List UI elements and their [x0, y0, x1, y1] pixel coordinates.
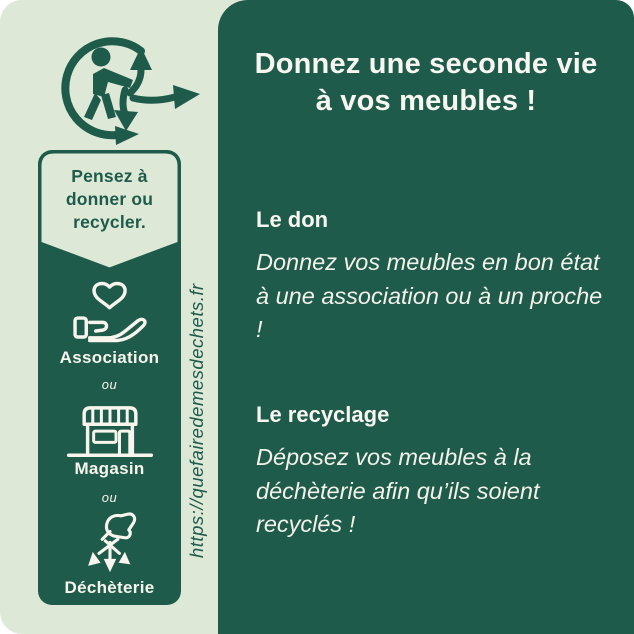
triman-recycling-logo: [55, 30, 215, 145]
banner-line: Pensez à: [71, 166, 148, 186]
banner-line: donner ou: [65, 189, 154, 209]
page-title: [218, 46, 634, 120]
sorting-hand-icon: [72, 508, 148, 580]
option-label-magasin: Magasin: [74, 459, 145, 478]
separator-ou: ou: [101, 377, 118, 392]
section-body-don: Donnez vos meubles en bon état à une association ou à un proche !: [256, 249, 603, 342]
title-line: Donnez une seconde vie: [254, 48, 598, 80]
banner-line: recycler.: [73, 212, 146, 232]
website-url: https://quefairedemesdechets.fr: [186, 283, 207, 558]
heart-in-hand-icon: [69, 278, 151, 346]
separator-ou: ou: [101, 490, 118, 505]
store-icon: [66, 401, 154, 463]
info-panel: [218, 0, 634, 634]
banner-think-donate: [38, 165, 181, 234]
title-line: à vos meubles !: [315, 85, 537, 117]
section-heading-recyclage: Le recyclage: [256, 402, 390, 427]
section-heading-don: Le don: [256, 207, 329, 232]
section-body-recyclage: Déposez vos meubles à la déchèterie afin qu’ils soient recyclés !: [256, 444, 540, 537]
option-label-association: Association: [59, 348, 160, 367]
option-label-decheterie: Déchèterie: [64, 578, 155, 597]
options-ribbon: [38, 150, 181, 605]
